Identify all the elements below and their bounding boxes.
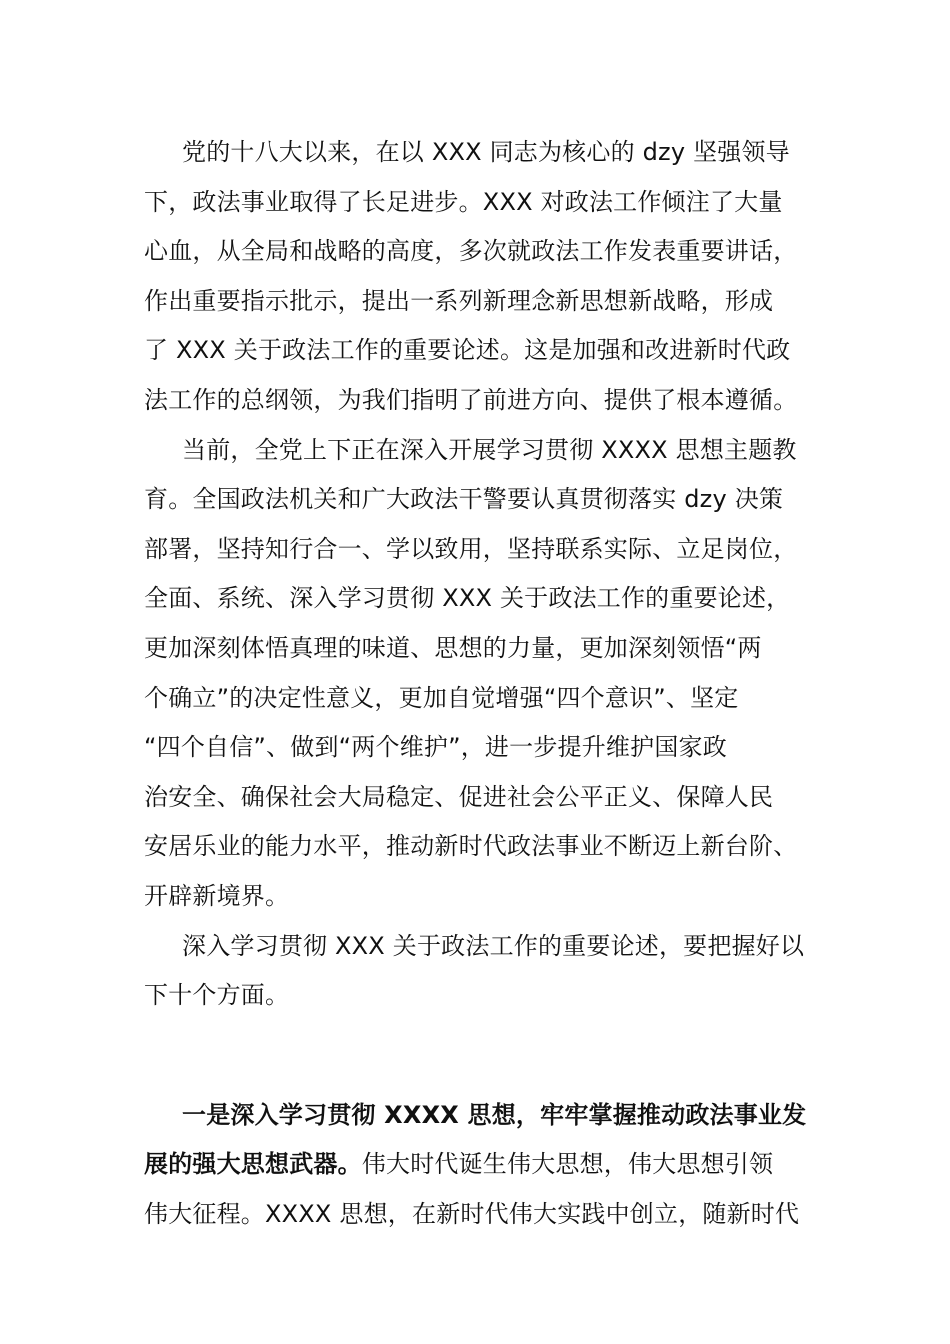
heading-line: 一是深入学习贯彻 XXXX 思想，牢牢掌握推动政法事业发 — [182, 1100, 807, 1129]
text-line: 深入学习贯彻 XXX 关于政法工作的重要论述，要把握好以 — [182, 931, 805, 960]
text-line — [144, 1140, 820, 1190]
text-line: 当前，全党上下正在深入开展学习贯彻 XXXX 思想主题教 — [182, 435, 797, 464]
paragraph-point-one — [144, 1091, 820, 1240]
text-line: 法工作的总纲领，为我们指明了前进方向、提供了根本遵循。 — [144, 385, 798, 414]
body-text: 伟大时代诞生伟大思想，伟大思想引领 — [361, 1150, 774, 1179]
text-line: 了 XXX 关于政法工作的重要论述。这是加强和改进新时代政 — [144, 336, 791, 365]
text-line: 开辟新境界。 — [144, 881, 290, 910]
text-line: 个确立”的决定性意义，更加自觉增强“四个意识”、坚定 — [144, 683, 739, 712]
text-line: 安居乐业的能力水平，推动新时代政法事业不断迈上新台阶、 — [144, 832, 798, 861]
paragraph-ten-aspects — [144, 922, 820, 1021]
text-line: 伟大征程。XXXX 思想，在新时代伟大实践中创立，随新时代 — [144, 1199, 800, 1228]
text-line: 更加深刻体悟真理的味道、思想的力量，更加深刻领悟“两 — [144, 633, 762, 662]
text-line: 党的十八大以来，在以 XXX 同志为核心的 dzy 坚强领导 — [182, 138, 790, 166]
heading-tail: 展的强大思想武器。 — [144, 1150, 362, 1179]
text-line: 心血，从全局和战略的高度，多次就政法工作发表重要讲话， — [144, 237, 798, 266]
text-line: 育。全国政法机关和广大政法干警要认真贯彻落实 dzy 决策 — [144, 485, 784, 514]
text-line: 下，政法事业取得了长足进步。XXX 对政法工作倾注了大量 — [144, 187, 783, 216]
text-line: 部署，坚持知行合一、学以致用，坚持联系实际、立足岗位， — [144, 534, 798, 563]
paragraph-gap — [144, 1021, 820, 1091]
paragraph-intro — [144, 128, 820, 426]
document-body — [144, 128, 820, 1239]
text-line: 下十个方面。 — [144, 981, 290, 1010]
text-line: 治安全、确保社会大局稳定、促进社会公平正义、保障人民 — [144, 782, 774, 811]
text-line: “四个自信”、做到“两个维护”，进一步提升维护国家政 — [144, 733, 727, 762]
paragraph-current — [144, 426, 820, 922]
text-line: 作出重要指示批示，提出一系列新理念新思想新战略，形成 — [144, 286, 774, 315]
text-line: 全面、系统、深入学习贯彻 XXX 关于政法工作的重要论述， — [144, 584, 791, 613]
